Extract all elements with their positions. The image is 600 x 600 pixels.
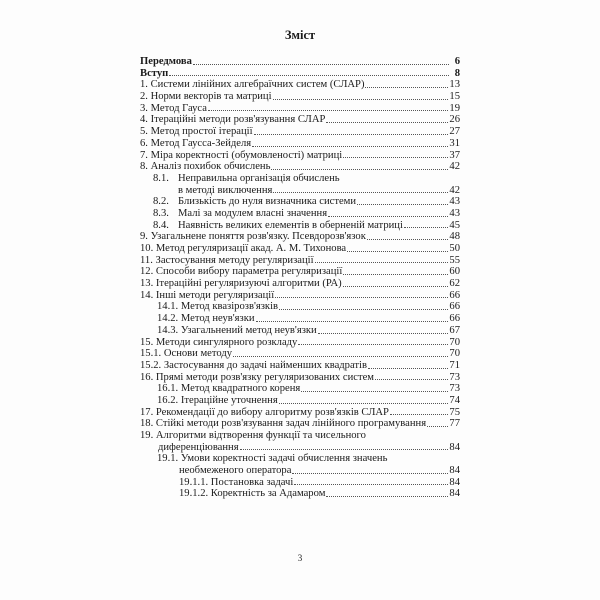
toc-entry-text: Застосування до задачі найменших квадратів	[163, 359, 367, 371]
toc-entry-number: 13.	[140, 278, 154, 290]
leader-dots	[298, 343, 448, 345]
toc-entry-page: 8	[454, 67, 460, 79]
toc-entry-page: 37	[449, 149, 460, 161]
toc-subsubentry[interactable]	[140, 488, 460, 500]
toc-entry-number: 16.1.	[157, 383, 179, 395]
toc-entry-page: 66	[449, 313, 460, 325]
leader-dots	[256, 320, 449, 322]
toc-entry-text: Узагальнене поняття розв'язку. Псевдорозв'язок	[150, 231, 366, 243]
toc-entry-text: Алгоритми відтворення функції та чисельного	[155, 430, 366, 441]
toc-entry-number: 19.1.2.	[179, 488, 209, 500]
toc-entry-page: 75	[449, 406, 460, 418]
toc-entry[interactable]	[140, 418, 460, 430]
toc-subentry[interactable]	[140, 301, 460, 313]
toc-entry-page: 73	[449, 371, 460, 383]
toc-entry-text: Стійкі методи розв'язування задач лінійного програмування	[155, 418, 427, 430]
toc-entry-text: Ітераційне уточнення	[180, 394, 278, 406]
leader-dots	[368, 367, 448, 369]
toc-entry-number: 6.	[140, 137, 148, 149]
toc-entry-text: Вступ	[140, 67, 169, 79]
toc-entry-number: 9.	[140, 231, 148, 243]
toc-entry-number: 8.4.	[153, 219, 169, 231]
toc-entry-number: 2.	[140, 91, 148, 103]
toc-entry-number: 8.3.	[153, 207, 169, 219]
toc-entry[interactable]	[140, 79, 460, 91]
leader-dots	[343, 273, 448, 275]
toc-entry-preface[interactable]	[140, 56, 460, 68]
toc-subentry[interactable]	[140, 313, 460, 325]
toc-entry-page: 62	[449, 278, 460, 290]
leader-dots	[375, 378, 448, 380]
leader-dots	[347, 250, 448, 252]
toc-entry-text: Метод Гаусса-Зейделя	[150, 137, 252, 149]
toc-entry-page: 48	[449, 231, 460, 243]
toc-entry[interactable]	[140, 372, 460, 384]
leader-dots	[326, 495, 448, 497]
leader-dots	[301, 390, 448, 392]
toc-entry-text: Близькість до нуля визначника системи	[178, 196, 357, 208]
toc-subentry[interactable]	[140, 383, 460, 395]
toc-entry-text: Інші методи регуляризації	[155, 289, 275, 301]
toc-entry[interactable]	[140, 360, 460, 372]
leader-dots	[169, 74, 449, 76]
toc-entry-text: Системи лінійних алгебраїчних систем (СЛАР)	[150, 79, 365, 91]
leader-dots	[343, 156, 448, 158]
toc-entry-number: 18.	[140, 418, 154, 430]
toc-entry-page: 6	[454, 56, 460, 67]
toc-entry[interactable]	[140, 231, 460, 243]
leader-dots	[240, 448, 449, 450]
leader-dots	[318, 332, 449, 334]
toc-entry-text: Норми векторів та матриці	[150, 91, 272, 103]
toc-entry-number: 15.1.	[140, 348, 162, 360]
leader-dots	[208, 109, 448, 111]
toc-entry-number: 15.	[140, 336, 154, 348]
toc-entry-page: 43	[449, 196, 460, 208]
toc-entry-text: необмеженого оператора	[179, 465, 292, 477]
toc-entry-text: Узагальнений метод неув'язки	[180, 324, 317, 336]
toc-entry-text: Наявність великих елементів в оберненій матриці	[178, 219, 403, 231]
toc-entry-number: 19.1.	[157, 453, 179, 465]
toc-entry-number: 19.1.1.	[179, 476, 209, 488]
toc-entry[interactable]	[140, 150, 460, 162]
leader-dots	[390, 413, 448, 415]
leader-dots	[273, 191, 448, 193]
toc-entry-number: 5.	[140, 126, 148, 138]
leader-dots	[343, 285, 449, 287]
leader-dots	[279, 308, 448, 310]
leader-dots	[292, 472, 448, 474]
toc-entry-text: в методі виключення	[178, 184, 273, 196]
toc-entry-number: 14.	[140, 289, 154, 301]
toc-subentry[interactable]	[140, 208, 460, 220]
leader-dots	[315, 261, 449, 263]
toc-entry-page: 31	[449, 137, 460, 149]
toc-entry-page: 73	[449, 383, 460, 395]
toc-entry-number: 11.	[140, 254, 153, 266]
toc-entry-page: 67	[449, 324, 460, 336]
toc-entry-text: Передмова	[140, 56, 192, 67]
toc-entry-page: 27	[449, 126, 460, 138]
toc-entry-number: 8.2.	[153, 196, 169, 208]
leader-dots	[254, 133, 449, 135]
toc-subentry[interactable]	[140, 325, 460, 337]
toc-entry-page: 74	[449, 394, 460, 406]
toc-entry[interactable]	[140, 348, 460, 360]
toc-entry-page: 13	[449, 79, 460, 91]
toc-entry-page: 19	[449, 102, 460, 114]
toc-entry-number: 16.	[140, 371, 154, 383]
toc-entry-number: 14.1.	[157, 301, 179, 313]
toc-entry[interactable]	[140, 103, 460, 115]
leader-dots	[328, 215, 448, 217]
toc-entry-number: 10.	[140, 243, 154, 254]
toc-subentry[interactable]	[140, 196, 460, 208]
toc-entry-number: 8.	[140, 161, 148, 173]
toc-entry-text: Метод квадратного кореня	[180, 383, 301, 395]
toc-entry[interactable]	[140, 430, 460, 442]
leader-dots	[427, 425, 448, 427]
toc-subentry-continuation[interactable]	[140, 465, 460, 477]
toc-entry-number: 14.2.	[157, 313, 179, 325]
leader-dots	[233, 355, 448, 357]
toc-entry[interactable]	[140, 126, 460, 138]
toc-subentry[interactable]	[140, 395, 460, 407]
toc-entry-number: 1.	[140, 79, 148, 91]
toc-entry-text: Аналіз похибок обчислень	[150, 161, 271, 173]
toc-subentry-continuation[interactable]	[140, 185, 460, 197]
toc-entry-page: 50	[449, 243, 460, 254]
toc-entry-number: 15.2.	[140, 359, 162, 371]
toc-entry-number: 14.3.	[157, 324, 179, 336]
toc-entry-text: Ітераційні методи розв'язування СЛАР	[150, 114, 326, 126]
toc-entry-text: Прямі методи розв'язку регуляризованих систем	[155, 371, 374, 383]
toc-entry-page: 42	[449, 161, 460, 173]
toc-entry-page: 70	[449, 348, 460, 360]
toc-entry[interactable]	[140, 407, 460, 419]
toc-entry[interactable]	[140, 278, 460, 290]
toc-entry-text: Малі за модулем власні значення	[178, 207, 328, 219]
toc-entry-page: 84	[449, 441, 460, 453]
toc-entry[interactable]	[140, 243, 460, 255]
toc-entry-text: Метод неув'язки	[180, 313, 255, 325]
page-title: Зміст	[284, 28, 316, 42]
toc-entry-page: 77	[449, 418, 460, 430]
toc-entry-text: Метод Гауса	[150, 102, 207, 114]
toc-entry-page: 43	[449, 207, 460, 219]
toc-entry-number: 17.	[140, 406, 154, 418]
toc-entry[interactable]	[140, 337, 460, 349]
toc-subentry[interactable]	[140, 220, 460, 232]
toc-entry[interactable]	[140, 138, 460, 150]
toc-entry-number: 16.2.	[157, 394, 179, 406]
toc-entry[interactable]	[140, 91, 460, 103]
leader-dots	[326, 121, 448, 123]
toc-entry-text: Метод простої ітерації	[150, 126, 253, 138]
toc-entry-text: Умови коректності задачі обчислення значень	[180, 453, 388, 465]
toc-entry-number: 8.1.	[153, 172, 169, 184]
toc-entry-page: 66	[449, 301, 460, 313]
toc-entry-text: Основи методу	[163, 348, 233, 360]
toc-entry[interactable]	[140, 255, 460, 267]
toc-entry-text: Метод регуляризації акад. А. М. Тихонова	[155, 243, 347, 254]
toc-entry-text: Рекомендації до вибору алгоритму розв'язків СЛАР	[155, 406, 389, 418]
toc-entry-page: 60	[449, 266, 460, 278]
toc-entry-page: 71	[449, 359, 460, 371]
toc-entry-page: 84	[449, 465, 460, 477]
toc-entry-text: Постановка задачі	[210, 476, 294, 488]
toc-entry-page: 15	[449, 91, 460, 103]
toc-entry-page: 84	[449, 488, 460, 500]
table-of-contents	[140, 56, 460, 500]
toc-entry-number: 12.	[140, 266, 154, 278]
toc-entry-text: Методи сингулярного розкладу	[155, 336, 298, 348]
toc-entry-text: Способи вибору параметра регуляризації	[155, 266, 343, 278]
toc-entry-page: 26	[449, 114, 460, 126]
toc-entry-text: Коректність за Адамаром	[210, 488, 326, 500]
leader-dots	[367, 238, 449, 240]
toc-subentry[interactable]	[140, 453, 460, 465]
toc-entry[interactable]	[140, 266, 460, 278]
leader-dots	[193, 63, 449, 65]
toc-entry-page: 42	[449, 184, 460, 196]
toc-entry-number: 4.	[140, 114, 148, 126]
toc-entry-continuation[interactable]	[140, 442, 460, 454]
toc-entry[interactable]	[140, 161, 460, 173]
leader-dots	[271, 168, 448, 170]
toc-entry-page: 55	[449, 254, 460, 266]
leader-dots	[404, 226, 449, 228]
toc-entry-number: 19.	[140, 430, 154, 441]
leader-dots	[273, 98, 449, 100]
leader-dots	[275, 296, 448, 298]
toc-subsubentry[interactable]	[140, 477, 460, 489]
toc-entry-text: Міра коректності (обумовленості) матриці	[150, 149, 343, 161]
toc-entry-number: 3.	[140, 102, 148, 114]
toc-entry-text: Метод квазірозв'язків	[180, 301, 279, 313]
toc-entry-number: 7.	[140, 149, 148, 161]
page-number: 3	[297, 553, 303, 563]
toc-entry-page: 66	[449, 289, 460, 301]
toc-entry[interactable]	[140, 114, 460, 126]
toc-entry-text: Застосування методу регуляризації	[155, 254, 314, 266]
leader-dots	[252, 145, 448, 147]
toc-entry-page: 84	[449, 476, 460, 488]
toc-entry-introduction[interactable]	[140, 68, 460, 80]
toc-subentry[interactable]	[140, 173, 460, 185]
toc-entry-text: диференціювання	[158, 441, 239, 453]
toc-entry-text: Ітераційні регуляризуючі алгоритми (РА)	[155, 278, 342, 290]
leader-dots	[294, 483, 448, 485]
toc-entry-text: Неправильна організація обчислень	[178, 172, 340, 184]
toc-entry-page: 70	[449, 336, 460, 348]
toc-entry[interactable]	[140, 290, 460, 302]
leader-dots	[279, 402, 449, 404]
leader-dots	[357, 203, 448, 205]
leader-dots	[365, 86, 448, 88]
toc-entry-page: 45	[449, 219, 460, 231]
